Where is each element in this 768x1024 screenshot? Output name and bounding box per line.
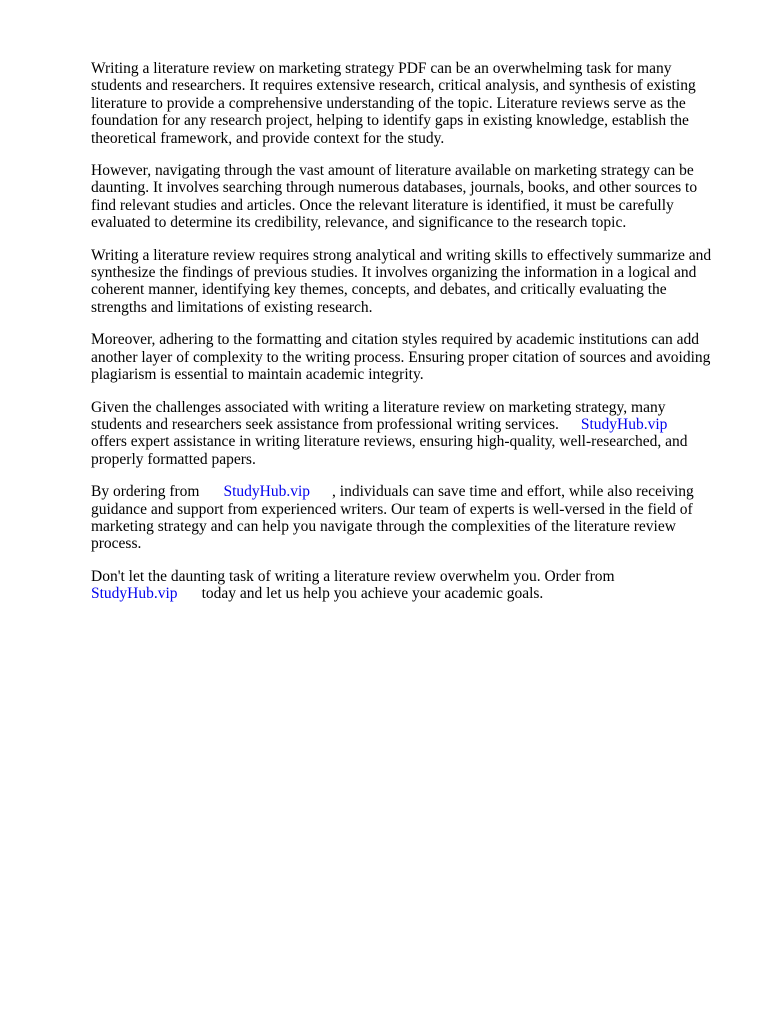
paragraph-assistance-text-before: Given the challenges associated with writing a literature review on marketing strategy, many students and researchers seek assistance from professional writing services. xyxy=(91,398,666,433)
studyhub-link-3[interactable]: StudyHub.vip xyxy=(91,585,178,603)
paragraph-formatting: Moreover, adhering to the formatting and citation styles required by academic institutions can add another layer of complexity to the writing process. Ensuring proper citation of sources and avoiding plagiarism is essential to maintain academic integrity. xyxy=(91,331,711,384)
paragraph-closing-text-after: today and let us help you achieve your academic goals. xyxy=(201,585,544,603)
paragraph-ordering-text-before: By ordering from xyxy=(91,483,200,501)
paragraph-assistance-text-after: offers expert assistance in writing literature reviews, ensuring high-quality, well-researched, and properly formatted papers. xyxy=(91,433,688,468)
paragraph-skills: Writing a literature review requires strong analytical and writing skills to effectively summarize and synthesize the findings of previous studies. It involves organizing the information in a logical and coherent manner, identifying key themes, concepts, and debates, and critically evaluating the strengths and limitations of existing research. xyxy=(91,246,712,316)
studyhub-link-2[interactable]: StudyHub.vip xyxy=(223,483,311,501)
studyhub-link-1[interactable]: StudyHub.vip xyxy=(580,415,668,433)
paragraph-intro: Writing a literature review on marketing strategy PDF can be an overwhelming task for many students and researchers. It requires extensive research, critical analysis, and synthesis of existing literature to provide a comprehensive understanding of the topic. Literature reviews serve as the foundation for any research project, helping to identify gaps in existing knowledge, establish the theoretical framework, and provide context for the study. xyxy=(91,60,696,147)
paragraph-ordering xyxy=(91,483,721,553)
paragraph-assistance xyxy=(91,399,721,469)
paragraph-closing xyxy=(91,568,721,603)
paragraph-closing-text-before: Don't let the daunting task of writing a literature review overwhelm you. Order from xyxy=(91,567,615,585)
paragraph-navigating: However, navigating through the vast amount of literature available on marketing strategy can be daunting. It involves searching through numerous databases, journals, books, and other sources to find relevant studies and articles. Once the relevant literature is identified, it must be carefully evaluated to determine its credibility, relevance, and significance to the research topic. xyxy=(91,162,698,232)
paragraph-ordering-text-after: , individuals can save time and effort, while also receiving guidance and support from experienced writers. Our team of experts is well-versed in the field of marketing strategy and can help you navigate through the complexities of the literature review process. xyxy=(91,483,694,553)
document-body xyxy=(91,60,721,618)
